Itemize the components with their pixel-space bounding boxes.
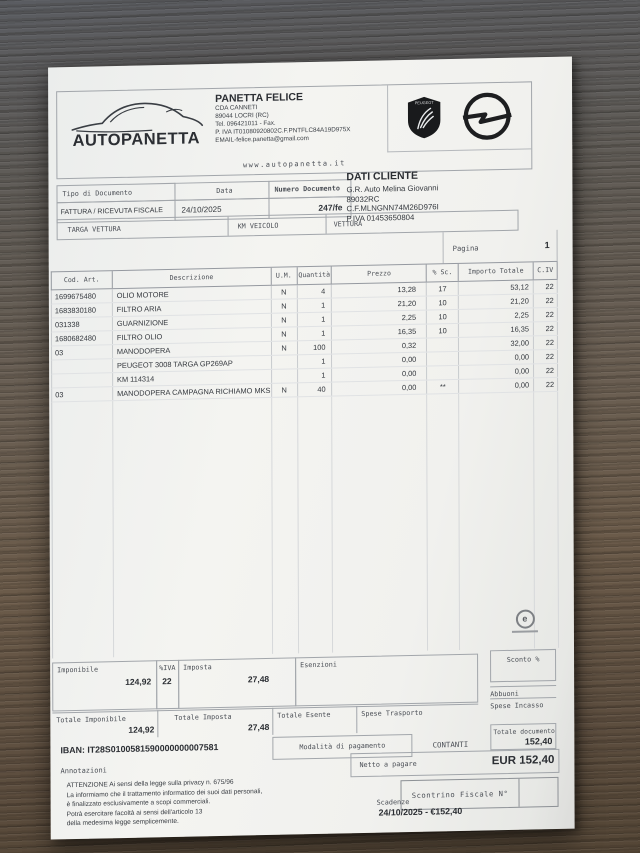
table-cell: 22 (534, 280, 558, 294)
table-cell: 21,20 (459, 294, 534, 309)
table-cell: 10 (427, 324, 459, 338)
tipo-documento-value: FATTURA / RICEVUTA FISCALE (57, 200, 176, 223)
table-cell: 0,00 (459, 350, 534, 365)
spese-incasso-label: Spese Incasso (490, 701, 544, 711)
totale-imposta-cell (157, 708, 273, 737)
spese-incasso-cell (490, 697, 556, 724)
table-cell: 1 (297, 299, 332, 313)
netto-a-pagare-box (350, 749, 559, 777)
spese-trasporto-label: Spese Trasporto (361, 708, 423, 719)
data-label: Data (174, 181, 269, 201)
esenzioni-label: Esenzioni (300, 660, 337, 670)
annotazioni-label: Annotazioni (60, 766, 107, 776)
imposta-cell (178, 657, 296, 708)
table-cell (333, 395, 429, 653)
tipo-documento-label: Tipo di Documento (56, 183, 175, 203)
cliente-name: G.R. Auto Melina Giovanni (346, 183, 439, 195)
table-cell: MANODOPERA (113, 342, 272, 358)
table-cell: N (271, 313, 297, 327)
table-cell: 22 (534, 294, 558, 308)
sconto-label: Sconto % (506, 655, 540, 664)
table-cell: N (271, 299, 297, 313)
items-table (51, 261, 559, 659)
table-cell (272, 397, 299, 654)
table-cell: 0,00 (333, 381, 428, 396)
invoice-paper (48, 56, 575, 839)
privacy-line: è finalizzato esclusivamente a scopi commerciali. (66, 798, 211, 809)
table-cell: 1680682480 (52, 331, 113, 345)
pagina-value: 1 (544, 239, 550, 251)
table-cell: ** (427, 380, 459, 394)
privacy-line: La informiamo che il trattamento informatico dei suoi dati personali, (66, 787, 263, 799)
table-cell: FILTRO OLIO (113, 328, 272, 344)
company-address2: 89044 LOCRI (RC) (215, 111, 269, 120)
table-cell: 22 (534, 350, 558, 364)
company-info (215, 89, 385, 145)
table-cell: 16,35 (459, 322, 534, 337)
table-cell: 03 (52, 387, 113, 401)
table-cell: 22 (534, 336, 558, 350)
netto-a-pagare-value: EUR 152,40 (491, 753, 555, 768)
totale-documento-label: Totale documento (493, 726, 555, 737)
table-cell: 40 (298, 383, 333, 397)
iban-line: IBAN: IT28S0100581590000000007581 (60, 742, 219, 756)
table-cell: 0,00 (459, 378, 534, 393)
table-cell (52, 373, 113, 387)
table-cell: 22 (534, 322, 558, 336)
brand-wordmark: AUTOPANETTA (72, 129, 201, 150)
table-cell: 13,28 (332, 283, 427, 298)
totale-esente-cell (272, 706, 357, 735)
totale-documento-cell (490, 723, 556, 750)
cliente-cf: C.F.MLNGNN74M26D976I (346, 202, 439, 214)
numero-documento-value: 247/fe (268, 196, 351, 219)
company-address1: CDA CANNETI (215, 104, 258, 112)
table-cell (298, 397, 334, 654)
imponibile-label: Imponibile (57, 665, 99, 675)
privacy-line: della medesima legge semplicemente. (66, 818, 179, 828)
table-cell: 1 (297, 327, 332, 341)
iva-value: 22 (162, 675, 172, 687)
spese-trasporto-cell (356, 704, 478, 734)
peugeot-logo-icon (406, 95, 442, 140)
iva-label: %IVA (159, 663, 176, 673)
table-cell: 10 (427, 296, 459, 310)
table-cell: 1 (298, 369, 333, 383)
table-cell: 21,20 (332, 297, 427, 312)
company-vat: P. IVA IT01080920802C.F.PNTFLC84A19D975X (215, 126, 351, 136)
table-cell (272, 369, 298, 383)
imponibile-value: 124,92 (125, 676, 152, 687)
table-cell: 32,00 (459, 336, 534, 351)
table-empty-area (51, 392, 559, 659)
vettura-label: VETTURA (333, 219, 363, 229)
table-cell: N (272, 341, 298, 355)
privacy-text (67, 776, 337, 830)
items-rows (51, 280, 559, 659)
table-cell: 0,32 (332, 339, 427, 354)
table-cell: KM 114314 (113, 370, 272, 386)
table-cell (427, 352, 459, 366)
table-cell: 031338 (52, 317, 113, 331)
table-cell (52, 359, 113, 373)
table-cell (427, 394, 460, 651)
table-cell: 1 (297, 313, 332, 327)
scontrino-fiscale-box (400, 777, 558, 810)
table-cell: U.M. (271, 267, 297, 285)
table-cell: 2,25 (332, 311, 427, 326)
imponibile-cell (52, 660, 157, 711)
divider (228, 217, 229, 236)
car-outline-icon (66, 97, 206, 134)
table-cell: Cod. Art. (52, 271, 113, 289)
totale-imponibile-value: 124,92 (128, 724, 155, 735)
divider (326, 215, 327, 234)
table-cell: 16,35 (332, 325, 427, 340)
table-cell: 100 (297, 341, 332, 355)
totale-imponibile-cell (52, 710, 158, 739)
table-cell: 1699675480 (52, 289, 113, 303)
website: www.autopanetta.it (242, 159, 346, 170)
table-cell: 03 (52, 345, 113, 359)
company-name: PANETTA FELICE (215, 91, 304, 105)
company-phone: Tel. 096421011 - Fax. (215, 119, 276, 128)
divider (443, 232, 444, 263)
abbuoni-label: Abbuoni (490, 685, 556, 698)
table-cell: 53,12 (459, 280, 534, 295)
software-vendor-stamp (505, 609, 545, 633)
company-email: EMAIL-felice.panetta@gmail.com (215, 134, 309, 144)
cliente-piva: P.IVA 01453650804 (346, 212, 415, 223)
table-cell: N (271, 285, 297, 299)
table-cell: 0,00 (333, 367, 428, 382)
table-cell: 22 (534, 378, 558, 392)
totale-imposta-label: Totale Imposta (174, 712, 232, 722)
numero-documento-label: Numero Documento (268, 179, 351, 199)
table-cell: Importo Totale (459, 262, 534, 281)
table-cell: PEUGEOT 3008 TARGA GP269AP (113, 356, 272, 372)
table-cell (113, 398, 273, 657)
table-cell: 22 (534, 364, 558, 378)
data-value: 24/10/2025 (175, 198, 270, 221)
totale-imponibile-label: Totale Imponibile (56, 714, 126, 725)
totale-esente-label: Totale Esente (277, 710, 331, 720)
totale-imposta-value: 27,48 (248, 721, 270, 733)
modalita-pagamento-label: Modalità di pagamento (299, 741, 386, 752)
table-cell: 10 (427, 310, 459, 324)
targa-vettura-label: TARGA VETTURA (67, 224, 121, 235)
table-cell: Prezzo (332, 265, 427, 284)
table-cell: 22 (534, 308, 558, 322)
pagina-label: Pagina (452, 243, 479, 254)
table-cell: N (272, 383, 298, 397)
table-cell: 2,25 (459, 308, 534, 323)
table-cell: Quantità (297, 267, 332, 285)
table-cell: 4 (297, 285, 332, 299)
table-cell: N (271, 327, 297, 341)
table-cell: 0,00 (332, 353, 427, 368)
iva-cell (156, 660, 179, 709)
table-cell: 1683830180 (52, 303, 113, 317)
table-cell (427, 366, 459, 380)
imposta-value: 27,48 (247, 673, 270, 685)
scadenze-value: 24/10/2025 - €152,40 (378, 805, 463, 818)
dati-cliente-title: DATI CLIENTE (346, 169, 418, 184)
privacy-line: Potrà esercitare facoltà ai sensi dell'articolo 13 (66, 808, 203, 819)
table-cell: GUARNIZIONE (113, 314, 272, 330)
table-cell: 17 (427, 282, 459, 296)
esenzioni-cell (295, 654, 478, 707)
table-cell: 0,00 (459, 364, 534, 379)
cliente-cap: 89032RC (346, 194, 380, 204)
table-cell: OLIO MOTORE (113, 286, 272, 302)
km-veicolo-label: KM VEICOLO (237, 221, 279, 231)
totale-documento-value: 152,40 (524, 736, 553, 747)
letterhead (56, 81, 532, 179)
opel-logo-icon (461, 90, 513, 143)
vendor-stamp-icon: e (515, 609, 534, 628)
modalita-pagamento-value: CONTANTI (432, 739, 469, 750)
privacy-line: ATTENZIONE Ai sensi della legge sulla privacy n. 675/96 (66, 778, 234, 790)
scadenze-label: Scadenze (376, 798, 410, 807)
table-cell: C.IV (534, 262, 558, 280)
netto-a-pagare-label: Netto a pagare (359, 759, 417, 770)
table-cell: MANODOPERA CAMPAGNA RICHIAMO MKS (113, 384, 272, 400)
autopanetta-logo (61, 95, 211, 170)
scontrino-fiscale-label: Scontrino Fiscale N° (411, 788, 509, 800)
table-cell: Descrizione (113, 268, 272, 288)
table-cell (52, 401, 114, 658)
table-cell (272, 355, 298, 369)
table-cell: 1 (298, 355, 333, 369)
divider (518, 779, 519, 807)
imposta-label: Imposta (183, 663, 212, 672)
sconto-cell (490, 649, 556, 682)
svg-text:PEUGEOT: PEUGEOT (415, 99, 434, 106)
table-cell: FILTRO ARIA (113, 300, 272, 316)
table-cell (427, 338, 459, 352)
dealer-logos (387, 82, 531, 152)
table-cell: % Sc. (427, 264, 459, 282)
